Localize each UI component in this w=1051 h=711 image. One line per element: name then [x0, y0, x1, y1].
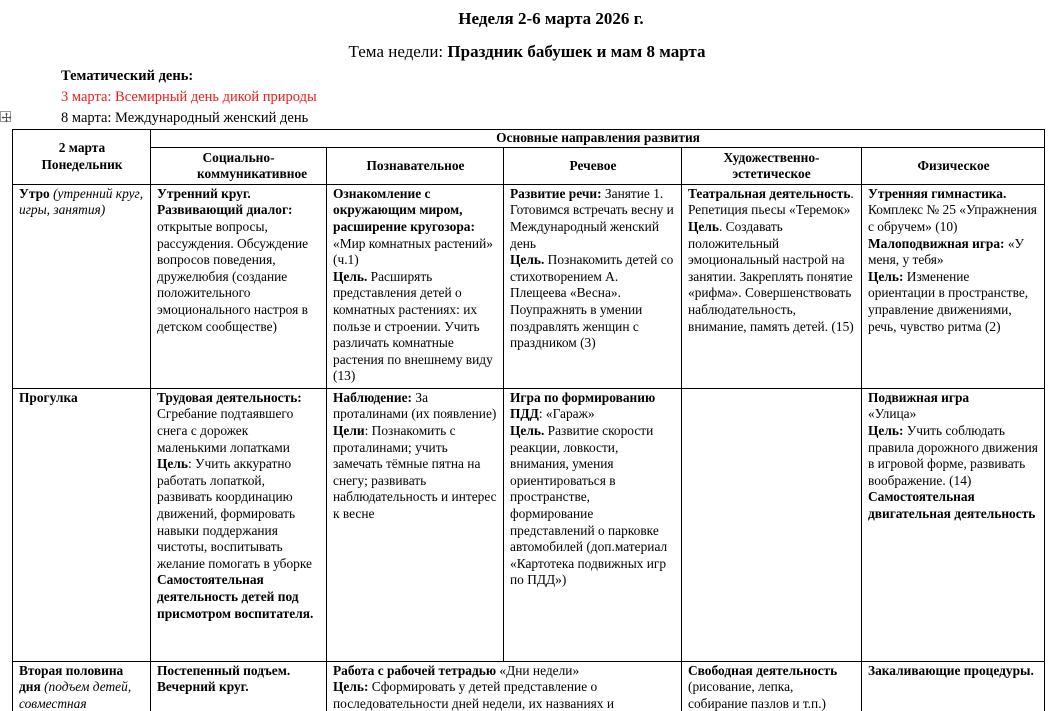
cell-afternoon-art: Свободная деятельность (рисование, лепка, собирание пазлов и т.п.) [682, 661, 862, 711]
row-label-morning: Утро (утренний круг, игры, занятия) [13, 184, 151, 388]
column-header-cognitive: Познавательное [327, 147, 504, 184]
cell-afternoon-social: Постепенный подъем. Вечерний круг. [151, 661, 327, 711]
cell-walk-physical: Подвижная игра «Улица» Цель: Учить соблюдать правила дорожного движения в игровой форме, развивать воображение. (14) Самостоятельная двигательная деятельность [862, 388, 1045, 661]
table-row [13, 184, 1045, 388]
corner-date: 2 марта [58, 140, 106, 156]
column-header-speech: Речевое [504, 147, 682, 184]
cell-morning-social: Утренний круг. Развивающий диалог: открытые вопросы, рассуждения. Обсуждение вопросов поведения, дружелюбия (создание положительного эмоционального настроя в детском сообществе) [151, 184, 327, 388]
cell-afternoon-cognitive-speech: Работа с рабочей тетрадью «Дни недели» Цель: Сформировать у детей представление о последовательности дней недели, их названиях и [327, 661, 682, 711]
week-plan-table [12, 129, 1045, 711]
cell-afternoon-physical: Закаливающие процедуры. [862, 661, 1045, 711]
corner-cell [13, 130, 151, 185]
cell-morning-cognitive: Ознакомление с окружающим миром, расширение кругозора: «Мир комнатных растений» (ч.1) Цель. Расширять представления детей о комнатных растениях: их пользе и строении. Учить различать комнатные растения по внешнему виду (13) [327, 184, 504, 388]
table-move-handle-icon[interactable] [0, 111, 11, 122]
thematic-day-1: 3 марта: Всемирный день дикой природы [61, 89, 317, 105]
column-header-art: Художественно-эстетическое [682, 147, 862, 184]
table-row [13, 661, 1045, 711]
cell-morning-art: Театральная деятельность. Репетиция пьесы «Теремок» Цель. Создавать положительный эмоциональный настрой на занятии. Закреплять понятие «рифма». Совершенствовать наблюдательность, внимание, память детей. (15) [682, 184, 862, 388]
cell-walk-social: Трудовая деятельность: Сгребание подтаявшего снега с дорожек маленькими лопатками Цель: Учить аккуратно работать лопаткой, развивать координацию движений, формировать навыки поддержания чистоты, воспитывать желание помогать в уборке Самостоятельная деятельность детей под присмотром воспитателя. [151, 388, 327, 661]
thematic-day-label: Тематический день: [61, 68, 194, 84]
thematic-days [61, 66, 317, 129]
row-label-walk: Прогулка [13, 388, 151, 661]
row-label-afternoon: Вторая половина дня (подъем детей, совместная [13, 661, 151, 711]
cell-walk-speech: Игра по формированию ПДД: «Гараж» Цель. Развитие скорости реакции, ловкости, внимания, умения ориентироваться в пространстве, формирование представлений о парковке автомобилей (доп.материал «Картотека подвижных игр по ПДД») [504, 388, 682, 661]
column-header-social: Социально-коммуникативное [151, 147, 327, 184]
cell-morning-speech: Развитие речи: Занятие 1. Готовимся встречать весну и Международный женский день Цель. Познакомить детей со стихотворением А. Плещеева «Весна». Поупражнять в умении поздравлять женщин с праздником (3) [504, 184, 682, 388]
cell-morning-physical: Утренняя гимнастика. Комплекс № 25 «Упражнения с обручем» (10) Малоподвижная игра: «У меня, у тебя» Цель: Изменение ориентации в пространстве, управление движениями, речь, чувство ритма (2) [862, 184, 1045, 388]
week-theme [0, 42, 1051, 62]
theme-label: Тема недели: [348, 42, 448, 61]
group-header: Основные направления развития [151, 130, 1045, 148]
cell-walk-cognitive: Наблюдение: За проталинами (их появление) Цели: Познакомить с проталинами; учить замечать тёмные пятна на снегу; развивать наблюдательность и интерес к весне [327, 388, 504, 661]
page-title: Неделя 2-6 марта 2026 г. [458, 9, 644, 28]
table-row [13, 388, 1045, 661]
cell-walk-art [682, 388, 862, 661]
column-header-physical: Физическое [862, 147, 1045, 184]
theme-value: Праздник бабушек и мам 8 марта [447, 42, 706, 61]
corner-weekday: Понедельник [41, 156, 123, 172]
thematic-day-2: 8 марта: Международный женский день [61, 110, 309, 126]
